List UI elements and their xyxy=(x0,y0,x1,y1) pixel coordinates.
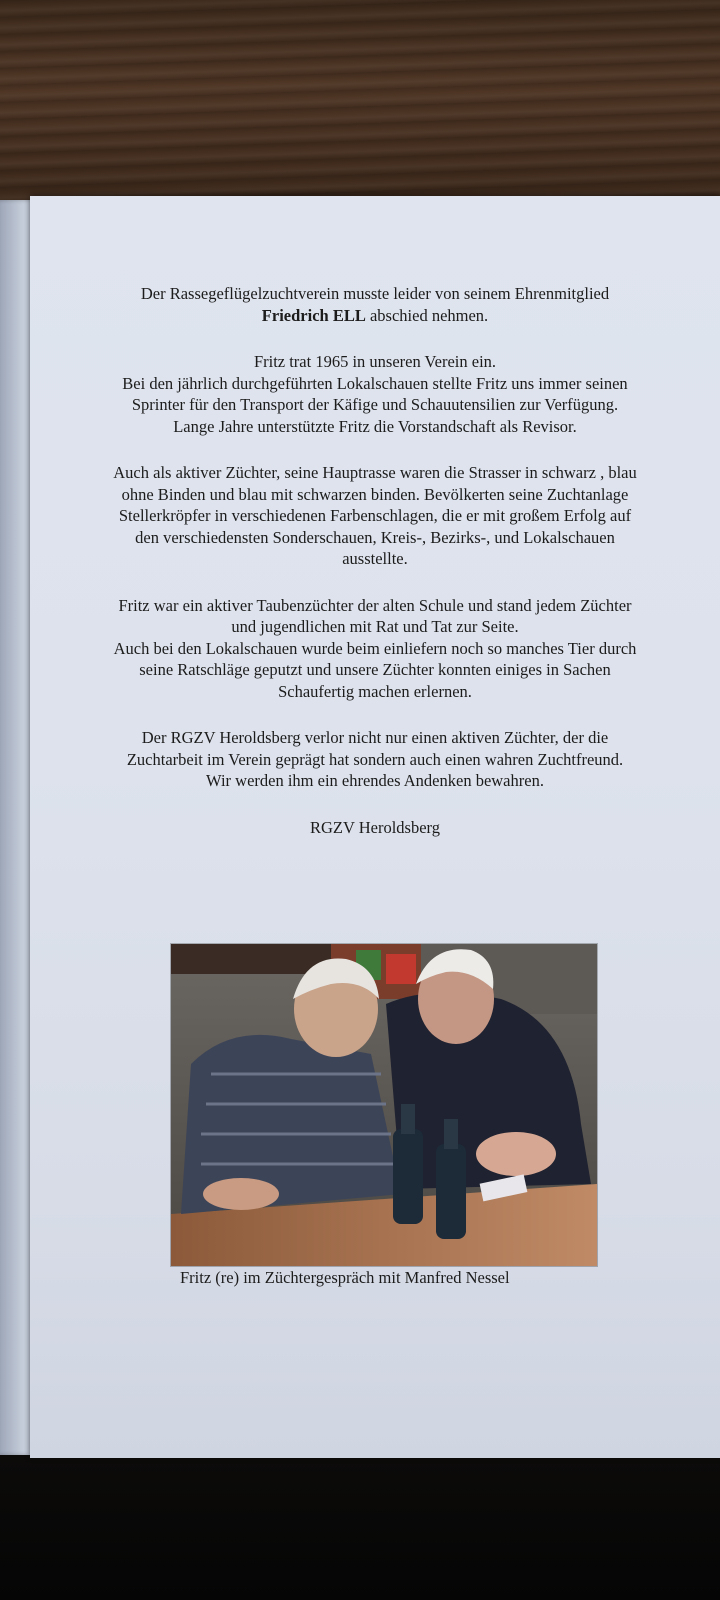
intro-line-1: Der Rassegeflügelzuchtverein musste leider von seinem Ehrenmitglied xyxy=(140,284,610,303)
photo-caption: Fritz (re) im Züchtergespräch mit Manfred Nessel xyxy=(180,1268,510,1287)
dark-surface-background xyxy=(0,1455,720,1600)
wooden-table-background xyxy=(0,0,720,215)
beer-bottle-left xyxy=(393,1129,423,1224)
paragraph-line: Sprinter für den Transport der Käfige und Schauutensilien zur Verfügung. xyxy=(131,395,619,414)
bottle-neck-right xyxy=(444,1119,458,1149)
photo-illustration xyxy=(171,944,597,1266)
paragraph-line: Zuchtarbeit im Verein geprägt hat sondern auch einen wahren Zuchtfreund. xyxy=(126,749,624,769)
paragraph-line: seine Ratschläge geputzt und unsere Züchter konnten einiges in Sachen xyxy=(139,660,611,679)
paragraph-line: Schaufertig machen erlernen. xyxy=(278,681,472,701)
red-decor-block xyxy=(386,954,416,984)
breeder-paragraph xyxy=(30,462,720,570)
photo-two-men-at-table xyxy=(171,944,597,1266)
mentor-paragraph xyxy=(30,595,720,703)
bottle-neck-left xyxy=(401,1104,415,1134)
membership-paragraph xyxy=(30,351,720,437)
paragraph-line: den verschiedensten Sonderschauen, Kreis-, Bezirks-, und Lokalschauen xyxy=(135,527,615,547)
paragraph-line: und jugendlichen mit Rat und Tat zur Seite. xyxy=(231,617,519,636)
paragraph-line: Lange Jahre unterstützte Fritz die Vorstandschaft als Revisor. xyxy=(173,416,577,436)
paragraph-line: ausstellte. xyxy=(342,549,408,568)
signature: RGZV Heroldsberg xyxy=(309,817,440,837)
paragraph-line: Bei den jährlich durchgeführten Lokalschauen stellte Fritz uns immer seinen xyxy=(122,373,628,393)
paragraph-line: Stellerkröpfer in verschiedenen Farbenschlagen, die er mit großem Erfolg auf xyxy=(118,506,632,525)
paragraph-line: Fritz trat 1965 in unseren Verein ein. xyxy=(253,352,497,371)
page-fold-edge xyxy=(0,200,34,1455)
paragraph-line: Fritz war ein aktiver Taubenzüchter der alten Schule und stand jedem Züchter xyxy=(118,595,632,615)
intro-paragraph xyxy=(30,283,720,326)
right-man-hands xyxy=(476,1132,556,1176)
left-man-hand xyxy=(203,1178,279,1210)
closing-paragraph xyxy=(30,727,720,792)
paragraph-line: ohne Binden und blau mit schwarzen binden. Bevölkerten seine Zuchtanlage xyxy=(121,484,629,504)
paragraph-line: Wir werden ihm ein ehrendes Andenken bewahren. xyxy=(206,771,544,790)
intro-line-2-rest: abschied nehmen. xyxy=(369,305,489,325)
honoree-name: Friedrich ELL xyxy=(261,305,366,325)
memorial-text xyxy=(30,283,720,855)
paragraph-line: Der RGZV Heroldsberg verlor nicht nur einen aktiven Züchter, der die xyxy=(141,728,609,747)
intro-line-2 xyxy=(30,305,720,327)
paragraph-line: Auch als aktiver Züchter, seine Hauptrasse waren die Strasser in schwarz , blau xyxy=(113,463,637,482)
paragraph-line: Auch bei den Lokalschauen wurde beim einliefern noch so manches Tier durch xyxy=(113,638,637,658)
beer-bottle-right xyxy=(436,1144,466,1239)
